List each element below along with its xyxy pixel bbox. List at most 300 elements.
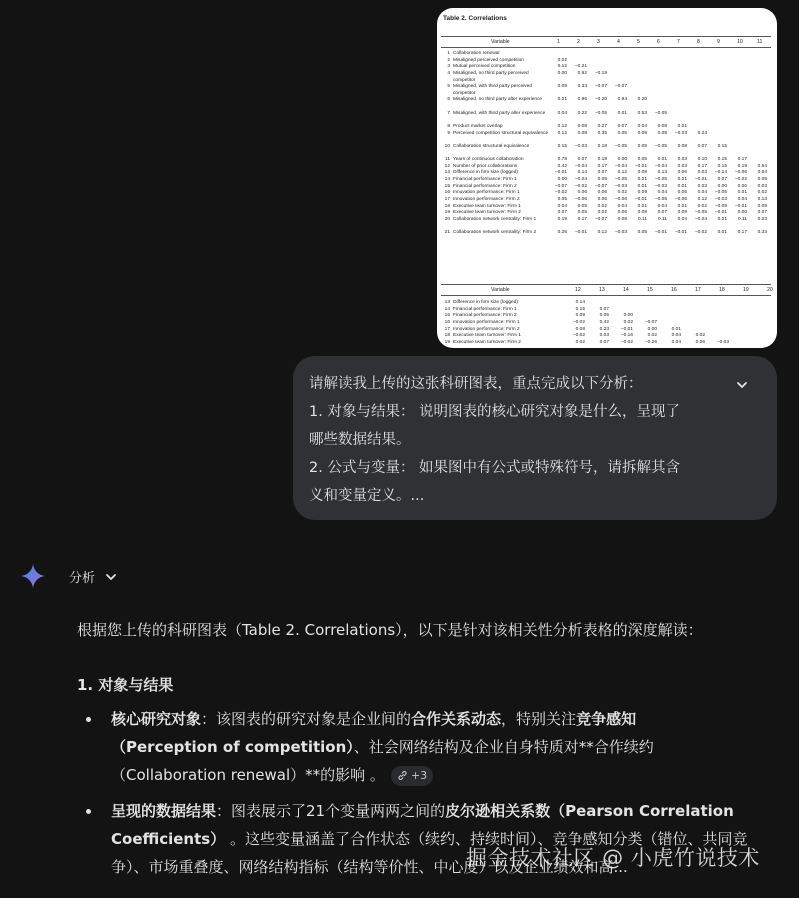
row-number: 16: [444, 320, 450, 326]
column-header: 14: [623, 287, 629, 293]
column-header: 11: [757, 39, 763, 45]
row-number: 6: [447, 97, 450, 103]
table-cell: −0.01: [620, 326, 633, 332]
uploaded-image[interactable]: [437, 8, 777, 348]
row-number: 17: [444, 326, 450, 332]
row-number: 14: [444, 306, 450, 312]
table-cell: 0.42: [599, 320, 609, 326]
table-cell: 0.12: [557, 64, 567, 70]
table-cell: 0.05: [597, 197, 607, 202]
correlation-table-part2: [441, 284, 773, 346]
row-label: Collaboration renewal: [453, 51, 500, 56]
table-cell: −0.05: [654, 197, 667, 202]
table-cell: 0.18: [597, 156, 607, 162]
table-cell: 0.42: [557, 163, 567, 169]
column-header: 8: [697, 39, 700, 45]
table-cell: 0.01: [717, 230, 727, 236]
table-cell: −0.03: [714, 197, 727, 202]
table-cell: −0.03: [574, 143, 587, 149]
row-number: 5: [447, 84, 450, 90]
table-cell: 0.04: [657, 203, 667, 209]
bullet-bold: （Perception of competition）: [111, 738, 354, 756]
row-label: Financial performance: Firm 1: [453, 306, 517, 312]
table-cell: 0.17: [737, 230, 747, 236]
table-cell: 0.06: [617, 210, 627, 216]
table-cell: −0.07: [614, 84, 627, 90]
column-header: 6: [657, 39, 660, 45]
table-cell: 0.05: [557, 197, 567, 202]
column-header: 2: [577, 39, 580, 45]
bullet-core-object: [77, 705, 767, 789]
column-header: 15: [647, 287, 653, 293]
table-cell: 0.03: [697, 170, 707, 176]
row-label: Difference in firm size (logged): [453, 300, 518, 305]
table-cell: 0.92: [577, 71, 587, 77]
bullet-bold: 竞争感知: [576, 710, 637, 728]
column-header: 1: [557, 39, 560, 45]
table-cell: −0.05: [614, 143, 627, 149]
table-cell: 0.22: [577, 110, 587, 116]
table-cell: −0.03: [614, 183, 627, 189]
table-cell: 0.09: [677, 210, 687, 216]
table-cell: 0.17: [597, 163, 607, 169]
table-cell: 0.00: [647, 326, 657, 332]
table-cell: −0.02: [574, 183, 587, 189]
table-cell: 0.08: [577, 123, 587, 129]
table-cell: 0.94: [617, 97, 627, 103]
table-cell: 0.54: [757, 163, 767, 169]
table-cell: 0.05: [597, 176, 607, 182]
table-cell: 0.05: [637, 156, 647, 162]
table-cell: 0.05: [577, 203, 587, 209]
table-cell: 0.04: [757, 170, 767, 176]
table-cell: 0.05: [637, 143, 647, 149]
table-cell: −0.02: [572, 320, 585, 326]
table-row: [441, 144, 771, 157]
table-cell: −0.01: [634, 197, 647, 202]
table-cell: 0.19: [737, 163, 747, 169]
table-cell: −0.07: [644, 320, 657, 326]
table-cell: −0.04: [654, 163, 667, 169]
analysis-toggle[interactable]: [69, 567, 117, 586]
table-cell: −0.02: [734, 176, 747, 182]
table-cell: −0.20: [594, 97, 607, 103]
table-cell: 0.09: [637, 130, 647, 136]
prompt-line: 2. 公式与变量： 如果图中有公式或特殊符号，请拆解其含: [309, 460, 681, 476]
table-cell: 0.09: [575, 313, 585, 319]
table-row: [441, 111, 771, 124]
table-cell: −0.02: [554, 190, 567, 196]
table-cell: 0.35: [597, 130, 607, 136]
table-cell: 0.13: [757, 197, 767, 202]
table-cell: 0.15: [717, 143, 727, 149]
table-cell: 0.15: [557, 143, 567, 149]
row-label: Difference in firm size (logged): [453, 170, 518, 176]
row-label: Executive team turnover: Firm 1: [453, 333, 521, 339]
table-cell: −0.14: [714, 170, 727, 176]
row-number: 13: [444, 300, 450, 305]
row-number: 18: [444, 333, 450, 339]
correlation-table-part1: [441, 36, 771, 240]
table-cell: −0.07: [594, 183, 607, 189]
table-cell: −0.04: [694, 217, 707, 223]
table-cell: 0.01: [677, 176, 687, 182]
table-cell: 0.07: [599, 340, 609, 346]
bullet-text: ：该图表的研究对象是企业间的: [201, 710, 412, 728]
column-header: 18: [719, 287, 725, 293]
section-heading: 1. 对象与结果: [77, 676, 174, 694]
table-cell: 0.11: [638, 217, 647, 223]
table-cell: 0.05: [557, 84, 567, 90]
table-row: [441, 131, 771, 144]
table-cell: 0.04: [637, 123, 647, 129]
table-cell: 0.01: [637, 176, 647, 182]
row-label: Collaboration network centrality: Firm 1: [453, 217, 537, 223]
table-cell: 0.78: [557, 156, 567, 162]
table-cell: 0.15: [575, 306, 585, 312]
table-cell: 0.03: [757, 183, 767, 189]
table-cell: 0.02: [757, 190, 767, 196]
table-cell: −0.04: [574, 176, 587, 182]
row-label: Collaboration network centrality: Firm 2: [453, 230, 537, 236]
table-cell: 0.01: [677, 203, 687, 209]
table-cell: 0.09: [657, 130, 667, 136]
table-cell: 0.27: [597, 123, 607, 129]
table-row: [441, 300, 771, 307]
table-cell: 0.07: [717, 176, 727, 182]
table-cell: −0.05: [714, 203, 727, 209]
table-cell: 0.00: [617, 156, 627, 162]
table-cell: 0.13: [657, 170, 667, 176]
table-cell: −0.05: [654, 143, 667, 149]
table-cell: 0.17: [577, 217, 587, 223]
link-icon: [397, 770, 408, 781]
table-cell: −0.01: [714, 210, 727, 216]
table-cell: 0.12: [557, 130, 567, 136]
table-cell: −0.03: [614, 230, 627, 236]
column-header: 7: [677, 39, 680, 45]
row-number: 11: [445, 156, 450, 162]
table-cell: 0.09: [637, 190, 647, 196]
row-label: Misaligned, no third party alter experience: [453, 97, 543, 103]
table-row: [441, 340, 771, 347]
table-cell: 0.04: [671, 333, 681, 339]
row-label: Misaligned perceived competition: [453, 57, 524, 63]
table-cell: 0.04: [737, 197, 747, 202]
column-header: 4: [617, 39, 620, 45]
table-cell: −0.05: [654, 176, 667, 182]
table-cell: 0.33: [577, 84, 587, 90]
table-cell: 0.96: [577, 97, 587, 103]
table-cell: 0.23: [757, 217, 767, 223]
table-cell: −0.02: [572, 333, 585, 339]
table-cell: 0.01: [677, 123, 687, 129]
bullet-key: 呈现的数据结果: [111, 802, 217, 820]
table-cell: −0.05: [694, 210, 707, 216]
table-cell: 0.15: [717, 163, 727, 169]
table-cell: 0.05: [677, 190, 687, 196]
table-cell: 0.05: [757, 176, 767, 182]
table-cell: 0.08: [677, 143, 687, 149]
table-row: [441, 230, 771, 243]
table-cell: 0.06: [597, 190, 607, 196]
table-cell: 0.20: [637, 97, 647, 103]
row-number: 13: [444, 170, 450, 176]
table-header: [441, 36, 771, 48]
table-cell: −0.01: [574, 230, 587, 236]
table-cell: −0.07: [594, 217, 607, 223]
table-cell: 0.24: [697, 130, 707, 136]
bullet-bold: 皮尔逊相关系数: [445, 802, 551, 820]
table-cell: 0.07: [597, 170, 607, 176]
table-cell: 0.06: [577, 190, 587, 196]
prompt-line: 哪些数据结果。: [309, 432, 411, 448]
bullet-text: ，特别关注: [501, 710, 577, 728]
row-number: 18: [444, 203, 450, 209]
user-prompt-bubble: [293, 356, 777, 520]
bullet-text: 。这些变量涵盖了合作状态（续约、持续时间）、竞争感知分类（错位、共同竞争）、市场重叠度、网络结构指标（结构等价性、中心度）以及企业绩效和高...: [111, 830, 748, 876]
table-cell: −0.07: [594, 84, 607, 90]
column-header: 9: [717, 39, 720, 45]
row-label: Misaligned, no third party perceived competitor: [453, 71, 529, 83]
table-cell: 0.07: [657, 210, 667, 216]
table-cell: 0.04: [617, 203, 627, 209]
table-cell: 0.07: [757, 210, 767, 216]
table-cell: 0.00: [557, 71, 567, 77]
bullet-text: 、社会网络结构及企业自身特质对**合作续约（Collaboration renewal）**的影响 。: [111, 738, 654, 784]
table-cell: −0.26: [644, 340, 657, 346]
table-cell: −0.01: [554, 170, 567, 176]
table-cell: 0.18: [597, 143, 607, 149]
table-cell: 0.07: [617, 123, 627, 129]
column-header: 10: [737, 39, 743, 45]
table-cell: 0.12: [557, 123, 567, 129]
table-cell: 0.07: [697, 143, 707, 149]
table-cell: 0.05: [637, 230, 647, 236]
header-variable-2: Variable: [491, 287, 510, 293]
bullet-bold: （Pearson Correlation Coefficients）: [111, 802, 734, 848]
table-cell: −0.21: [574, 64, 587, 70]
table-cell: 0.08: [575, 326, 585, 332]
row-number: 10: [444, 143, 450, 149]
table-cell: 0.00: [737, 210, 747, 216]
table-cell: −0.03: [674, 130, 687, 136]
row-label: Innovation performance: Firm 2: [453, 197, 520, 202]
table-cell: 0.04: [677, 217, 687, 223]
row-number: 21: [444, 230, 450, 236]
table-cell: 0.53: [637, 110, 647, 116]
table-cell: −0.05: [714, 190, 727, 196]
table-row: [441, 177, 771, 184]
chevron-down-icon: [105, 571, 117, 583]
bullet-text: ：图表展示了21个变量两两之间的: [216, 802, 446, 820]
table-cell: 0.14: [577, 170, 587, 176]
table-row: [441, 197, 771, 204]
row-label: Executive team turnover: Firm 1: [453, 203, 521, 209]
table-cell: 0.01: [557, 97, 567, 103]
row-label: Misaligned, with third party perceived competitor: [453, 84, 532, 96]
table-cell: 0.04: [657, 190, 667, 196]
table-cell: 0.05: [757, 203, 767, 209]
row-number: 12: [444, 163, 450, 169]
table-cell: −0.01: [674, 230, 687, 236]
row-number: 15: [444, 313, 450, 319]
header-variable: Variable: [491, 39, 510, 45]
table-cell: 0.02: [617, 190, 627, 196]
table-cell: −0.06: [734, 170, 747, 176]
row-number: 7: [447, 110, 450, 116]
table-row: [441, 84, 771, 97]
table-cell: −0.06: [614, 197, 627, 202]
table-cell: −0.07: [554, 183, 567, 189]
table-cell: 0.11: [658, 217, 667, 223]
table-cell: −0.05: [594, 110, 607, 116]
table-cell: −0.02: [620, 340, 633, 346]
table-cell: 0.01: [677, 183, 687, 189]
row-label: Years of continuous collaboration: [453, 156, 524, 162]
table-cell: 0.05: [577, 210, 587, 216]
row-number: 19: [444, 340, 450, 346]
watermark: 掘金技术社区 @ 小虎竹说技术: [466, 846, 760, 870]
column-header: 3: [597, 39, 600, 45]
table-cell: 0.01: [737, 190, 747, 196]
column-header: 20: [767, 287, 773, 293]
table-cell: −0.04: [574, 163, 587, 169]
table-cell: −0.06: [574, 197, 587, 202]
table-cell: 0.03: [677, 163, 687, 169]
table-cell: 0.01: [717, 217, 727, 223]
table-row: [441, 157, 771, 164]
row-label: Perceived competition structural equivalence: [453, 130, 549, 136]
table-cell: 0.12: [617, 170, 627, 176]
table-cell: 0.01: [657, 156, 667, 162]
row-label: Collaboration structural equivalence: [453, 143, 530, 149]
row-label: Executive team turnover: Firm 2: [453, 340, 521, 346]
prompt-line: 义和变量定义。...: [309, 488, 425, 504]
table-cell: −0.05: [654, 110, 667, 116]
table-row: [441, 170, 771, 177]
table-cell: 0.10: [697, 156, 707, 162]
table-cell: 0.06: [677, 170, 687, 176]
table-cell: 0.02: [575, 340, 585, 346]
table-row: [441, 71, 771, 84]
bullet-bold: 合作关系动态: [411, 710, 502, 728]
column-header: 19: [743, 287, 749, 293]
table-cell: 0.05: [617, 130, 627, 136]
source-chip[interactable]: [391, 766, 433, 786]
table-cell: 0.02: [647, 333, 657, 339]
table-title: Table 2. Correlations: [443, 15, 507, 22]
table-cell: 0.01: [637, 203, 647, 209]
table-cell: 0.08: [657, 123, 667, 129]
row-number: 2: [447, 57, 450, 63]
table-cell: −0.16: [620, 333, 633, 339]
table-cell: 0.00: [717, 183, 727, 189]
table-cell: 0.04: [671, 340, 681, 346]
table-cell: 0.01: [617, 110, 627, 116]
row-number: 15: [444, 183, 450, 189]
row-label: Innovation performance: Firm 1: [453, 190, 520, 196]
column-header: 5: [637, 39, 640, 45]
table-cell: −0.01: [734, 203, 747, 209]
table-cell: 0.03: [599, 333, 609, 339]
prompt-line: 请解读我上传的这张科研图表，重点完成以下分析：: [309, 376, 643, 392]
table-cell: 0.05: [599, 313, 609, 319]
table-cell: −0.01: [654, 230, 667, 236]
row-label: Financial performance: Firm 2: [453, 313, 517, 319]
table-cell: −0.04: [614, 163, 627, 169]
table-header-2: [441, 284, 771, 296]
bullet-key: 核心研究对象: [111, 710, 202, 728]
row-number: 9: [447, 130, 450, 136]
table-cell: 0.02: [623, 320, 633, 326]
table-cell: 0.06: [737, 183, 747, 189]
row-label: Financial performance: Firm 1: [453, 176, 517, 182]
table-row: [441, 320, 771, 327]
table-row: [441, 124, 771, 131]
table-cell: 0.03: [697, 183, 707, 189]
table-cell: −0.19: [594, 71, 607, 77]
table-cell: 0.01: [671, 326, 681, 332]
analysis-label: 分析: [69, 571, 96, 586]
table-cell: 0.08: [637, 170, 647, 176]
prompt-line: 1. 对象与结果： 说明图表的核心研究对象是什么，呈现了: [309, 404, 681, 420]
row-label: Innovation performance: Firm 1: [453, 320, 520, 326]
table-cell: 0.02: [597, 203, 607, 209]
row-label: Misaligned, with third party alter experience: [453, 110, 546, 116]
table-cell: 0.00: [557, 176, 567, 182]
table-cell: 0.15: [717, 156, 727, 162]
table-row: [441, 190, 771, 197]
table-cell: 0.00: [623, 313, 633, 319]
row-number: 3: [447, 64, 450, 70]
table-cell: −0.05: [674, 197, 687, 202]
column-header: 17: [695, 287, 701, 293]
expand-chevron-icon[interactable]: [735, 378, 749, 392]
bullet-dot: [86, 717, 91, 722]
row-number: 1: [447, 51, 450, 56]
table-cell: −0.01: [634, 163, 647, 169]
table-cell: −0.03: [654, 183, 667, 189]
column-header: 13: [599, 287, 605, 293]
table-cell: 0.08: [577, 130, 587, 136]
row-label: Product market overlap: [453, 123, 503, 129]
table-cell: 0.26: [557, 230, 567, 236]
table-cell: 0.04: [557, 203, 567, 209]
response-intro: 根据您上传的科研图表（Table 2. Correlations），以下是针对该相关性分析表格的深度解读：: [77, 621, 703, 639]
column-header: 16: [671, 287, 677, 293]
row-number: 20: [444, 217, 450, 223]
table-cell: 0.33: [757, 230, 767, 236]
row-number: 4: [447, 71, 450, 77]
table-cell: −0.02: [694, 230, 707, 236]
table-cell: 0.02: [695, 333, 705, 339]
table-cell: 0.17: [697, 163, 707, 169]
table-cell: 0.07: [599, 306, 609, 312]
table-cell: 0.17: [737, 156, 747, 162]
table-row: [441, 217, 771, 230]
row-number: 16: [444, 190, 450, 196]
table-cell: 0.02: [697, 203, 707, 209]
row-number: 14: [444, 176, 450, 182]
row-label: Innovation performance: Firm 2: [453, 326, 520, 332]
table-cell: −0.05: [614, 176, 627, 182]
table-row: [441, 51, 771, 58]
row-label: Number of prior collaborations: [453, 163, 518, 169]
table-cell: 0.03: [677, 156, 687, 162]
table-cell: 0.01: [637, 183, 647, 189]
table-cell: −0.03: [716, 340, 729, 346]
